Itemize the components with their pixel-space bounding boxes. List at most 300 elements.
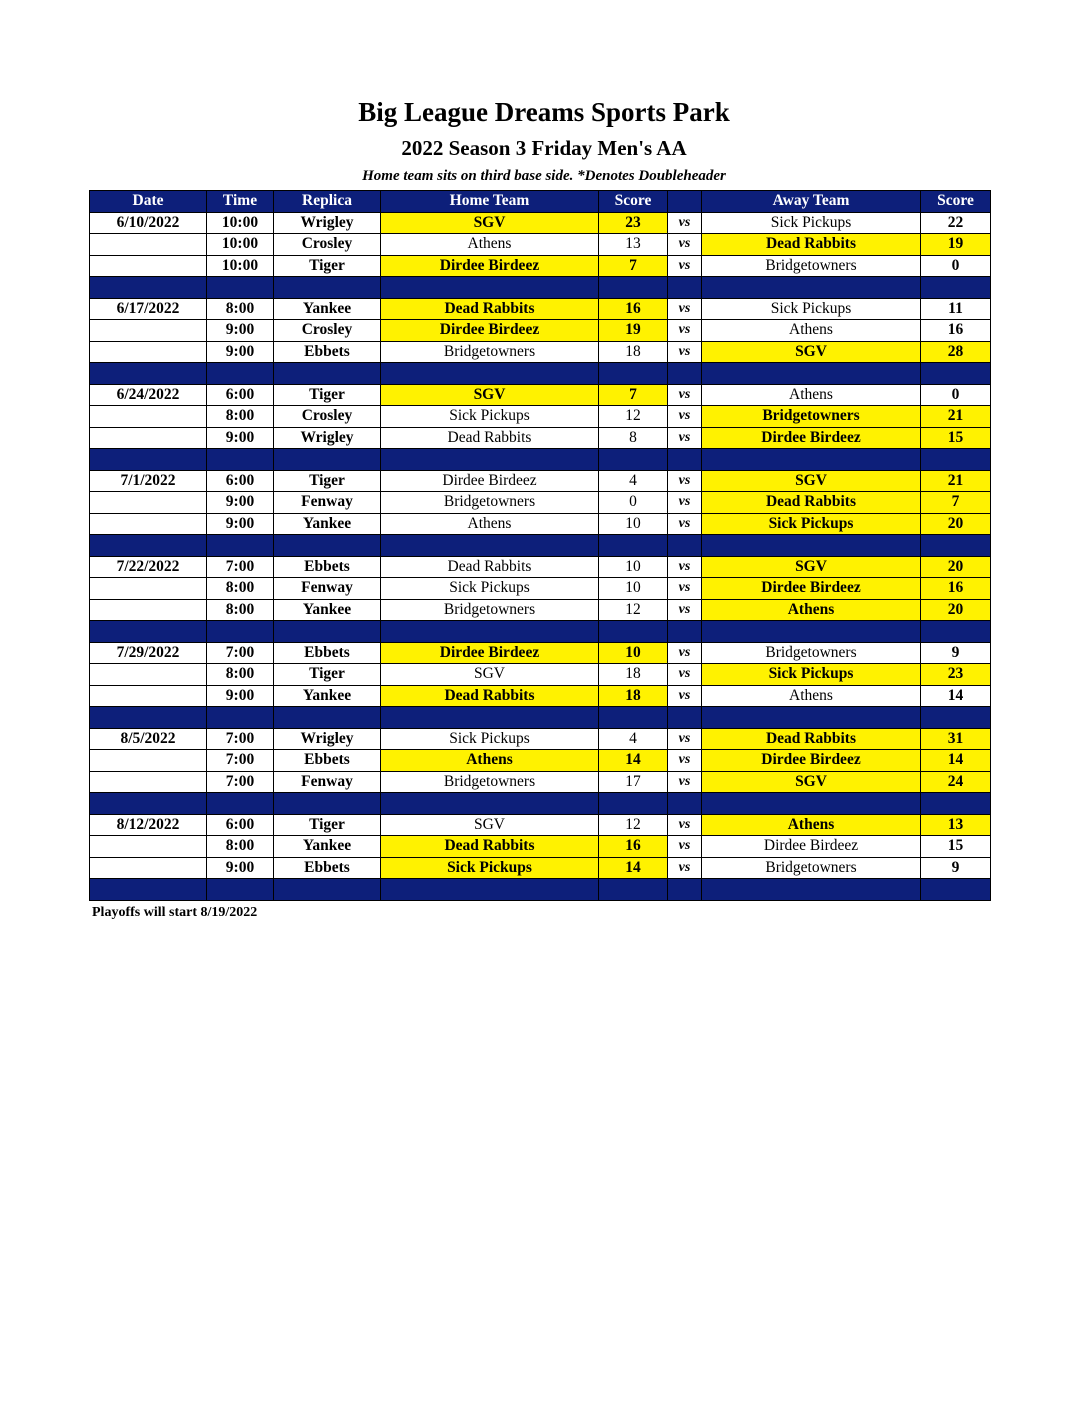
home-team: Bridgetowners — [381, 771, 599, 793]
game-row — [90, 771, 991, 793]
game-date — [90, 599, 207, 621]
game-row — [90, 750, 991, 772]
game-replica: Tiger — [274, 664, 381, 686]
vs-label: vs — [668, 685, 702, 707]
vs-label: vs — [668, 771, 702, 793]
game-replica: Yankee — [274, 685, 381, 707]
game-time: 7:00 — [207, 771, 274, 793]
separator-cell — [921, 449, 991, 471]
away-team: Dirdee Birdeez — [702, 750, 921, 772]
game-time: 7:00 — [207, 750, 274, 772]
separator-cell — [90, 277, 207, 299]
home-team: Bridgetowners — [381, 341, 599, 363]
game-time: 9:00 — [207, 857, 274, 879]
separator-cell — [599, 707, 668, 729]
separator-cell — [702, 879, 921, 901]
game-date: 6/17/2022 — [90, 298, 207, 320]
separator-cell — [702, 449, 921, 471]
game-time: 10:00 — [207, 234, 274, 256]
vs-label: vs — [668, 857, 702, 879]
away-score: 0 — [921, 384, 991, 406]
game-row — [90, 599, 991, 621]
separator-cell — [207, 879, 274, 901]
vs-label: vs — [668, 836, 702, 858]
home-score: 0 — [599, 492, 668, 514]
game-time: 9:00 — [207, 427, 274, 449]
game-replica: Wrigley — [274, 427, 381, 449]
home-team: SGV — [381, 384, 599, 406]
game-date — [90, 427, 207, 449]
home-team: Bridgetowners — [381, 599, 599, 621]
col-header-away-score: Score — [921, 191, 991, 213]
home-team: Bridgetowners — [381, 492, 599, 514]
game-row — [90, 642, 991, 664]
separator-cell — [599, 449, 668, 471]
col-header-time: Time — [207, 191, 274, 213]
game-row — [90, 664, 991, 686]
game-time: 7:00 — [207, 556, 274, 578]
game-replica: Tiger — [274, 384, 381, 406]
away-team: Dirdee Birdeez — [702, 836, 921, 858]
away-team: Bridgetowners — [702, 255, 921, 277]
game-date: 7/22/2022 — [90, 556, 207, 578]
game-row — [90, 513, 991, 535]
page-title: Big League Dreams Sports Park — [358, 97, 730, 127]
home-team: Dead Rabbits — [381, 427, 599, 449]
separator-cell — [207, 707, 274, 729]
separator-cell — [668, 879, 702, 901]
game-date: 6/24/2022 — [90, 384, 207, 406]
away-team: Sick Pickups — [702, 298, 921, 320]
vs-label: vs — [668, 427, 702, 449]
separator-cell — [668, 621, 702, 643]
week-separator — [90, 621, 991, 643]
game-replica: Fenway — [274, 492, 381, 514]
home-team: Sick Pickups — [381, 406, 599, 428]
separator-cell — [381, 707, 599, 729]
away-team: Dirdee Birdeez — [702, 427, 921, 449]
away-score: 15 — [921, 427, 991, 449]
game-replica: Wrigley — [274, 212, 381, 234]
away-team: Bridgetowners — [702, 406, 921, 428]
separator-cell — [702, 707, 921, 729]
game-date: 6/10/2022 — [90, 212, 207, 234]
separator-cell — [274, 449, 381, 471]
home-team: Dirdee Birdeez — [381, 320, 599, 342]
away-score: 13 — [921, 814, 991, 836]
separator-cell — [599, 621, 668, 643]
separator-cell — [668, 277, 702, 299]
home-score: 18 — [599, 341, 668, 363]
game-replica: Yankee — [274, 298, 381, 320]
separator-cell — [599, 793, 668, 815]
away-team: SGV — [702, 470, 921, 492]
separator-cell — [207, 277, 274, 299]
separator-cell — [668, 535, 702, 557]
game-replica: Yankee — [274, 599, 381, 621]
game-replica: Ebbets — [274, 556, 381, 578]
week-separator — [90, 449, 991, 471]
home-score: 13 — [599, 234, 668, 256]
separator-cell — [702, 363, 921, 385]
home-team: SGV — [381, 814, 599, 836]
separator-cell — [90, 449, 207, 471]
away-team: Athens — [702, 685, 921, 707]
away-team: SGV — [702, 341, 921, 363]
separator-cell — [921, 707, 991, 729]
separator-cell — [668, 449, 702, 471]
game-date — [90, 857, 207, 879]
game-replica: Crosley — [274, 234, 381, 256]
away-score: 7 — [921, 492, 991, 514]
game-row — [90, 578, 991, 600]
game-row — [90, 255, 991, 277]
game-replica: Ebbets — [274, 341, 381, 363]
game-time: 8:00 — [207, 664, 274, 686]
home-team: Dead Rabbits — [381, 556, 599, 578]
col-header-replica: Replica — [274, 191, 381, 213]
away-score: 22 — [921, 212, 991, 234]
home-team: Dirdee Birdeez — [381, 642, 599, 664]
schedule-note: Home team sits on third base side. *Denotes Doubleheader — [362, 168, 726, 184]
away-score: 20 — [921, 556, 991, 578]
vs-label: vs — [668, 470, 702, 492]
separator-cell — [207, 535, 274, 557]
game-date — [90, 685, 207, 707]
vs-label: vs — [668, 406, 702, 428]
away-team: Sick Pickups — [702, 664, 921, 686]
away-score: 28 — [921, 341, 991, 363]
game-time: 7:00 — [207, 728, 274, 750]
game-date — [90, 513, 207, 535]
away-score: 21 — [921, 406, 991, 428]
vs-label: vs — [668, 234, 702, 256]
game-time: 9:00 — [207, 685, 274, 707]
game-replica: Yankee — [274, 513, 381, 535]
home-score: 10 — [599, 513, 668, 535]
game-replica: Fenway — [274, 578, 381, 600]
vs-label: vs — [668, 492, 702, 514]
separator-cell — [274, 707, 381, 729]
away-team: Dead Rabbits — [702, 492, 921, 514]
vs-label: vs — [668, 642, 702, 664]
home-score: 16 — [599, 298, 668, 320]
week-separator — [90, 535, 991, 557]
home-team: SGV — [381, 212, 599, 234]
home-score: 14 — [599, 750, 668, 772]
separator-cell — [921, 363, 991, 385]
separator-cell — [599, 535, 668, 557]
game-time: 8:00 — [207, 298, 274, 320]
col-header-home-score: Score — [599, 191, 668, 213]
vs-label: vs — [668, 578, 702, 600]
separator-cell — [90, 363, 207, 385]
vs-label: vs — [668, 599, 702, 621]
game-time: 8:00 — [207, 578, 274, 600]
away-score: 16 — [921, 320, 991, 342]
game-date — [90, 750, 207, 772]
away-team: SGV — [702, 556, 921, 578]
game-date — [90, 255, 207, 277]
game-time: 6:00 — [207, 470, 274, 492]
vs-label: vs — [668, 750, 702, 772]
week-separator — [90, 793, 991, 815]
game-date — [90, 341, 207, 363]
home-team: Sick Pickups — [381, 728, 599, 750]
col-header-home-team: Home Team — [381, 191, 599, 213]
home-team: Athens — [381, 234, 599, 256]
vs-label: vs — [668, 320, 702, 342]
game-replica: Ebbets — [274, 642, 381, 664]
game-replica: Yankee — [274, 836, 381, 858]
game-date — [90, 406, 207, 428]
home-team: Sick Pickups — [381, 857, 599, 879]
game-time: 10:00 — [207, 255, 274, 277]
home-score: 16 — [599, 836, 668, 858]
separator-cell — [381, 449, 599, 471]
separator-cell — [207, 363, 274, 385]
separator-cell — [90, 621, 207, 643]
away-score: 31 — [921, 728, 991, 750]
vs-label: vs — [668, 255, 702, 277]
game-date: 8/5/2022 — [90, 728, 207, 750]
col-header-date: Date — [90, 191, 207, 213]
away-score: 11 — [921, 298, 991, 320]
home-team: Dead Rabbits — [381, 836, 599, 858]
game-time: 9:00 — [207, 513, 274, 535]
game-time: 9:00 — [207, 341, 274, 363]
game-row — [90, 406, 991, 428]
separator-cell — [90, 793, 207, 815]
home-score: 12 — [599, 406, 668, 428]
game-row — [90, 234, 991, 256]
vs-label: vs — [668, 814, 702, 836]
home-team: Athens — [381, 750, 599, 772]
game-date — [90, 320, 207, 342]
game-time: 8:00 — [207, 599, 274, 621]
home-score: 7 — [599, 384, 668, 406]
home-score: 12 — [599, 599, 668, 621]
away-team: Dead Rabbits — [702, 234, 921, 256]
separator-cell — [668, 793, 702, 815]
home-team: Dirdee Birdeez — [381, 470, 599, 492]
separator-cell — [274, 621, 381, 643]
game-replica: Ebbets — [274, 857, 381, 879]
game-row — [90, 320, 991, 342]
separator-cell — [207, 793, 274, 815]
separator-cell — [381, 277, 599, 299]
home-score: 18 — [599, 685, 668, 707]
away-score: 0 — [921, 255, 991, 277]
game-date — [90, 578, 207, 600]
separator-cell — [90, 535, 207, 557]
away-team: Sick Pickups — [702, 212, 921, 234]
home-score: 10 — [599, 578, 668, 600]
separator-cell — [921, 535, 991, 557]
home-team: Dirdee Birdeez — [381, 255, 599, 277]
home-team: Sick Pickups — [381, 578, 599, 600]
game-row — [90, 685, 991, 707]
game-time: 10:00 — [207, 212, 274, 234]
game-replica: Fenway — [274, 771, 381, 793]
game-time: 6:00 — [207, 814, 274, 836]
away-score: 15 — [921, 836, 991, 858]
game-time: 7:00 — [207, 642, 274, 664]
game-row — [90, 384, 991, 406]
separator-cell — [381, 621, 599, 643]
home-team: SGV — [381, 664, 599, 686]
game-date — [90, 771, 207, 793]
away-team: Bridgetowners — [702, 642, 921, 664]
home-score: 18 — [599, 664, 668, 686]
away-score: 24 — [921, 771, 991, 793]
home-score: 14 — [599, 857, 668, 879]
game-row — [90, 427, 991, 449]
vs-label: vs — [668, 664, 702, 686]
game-row — [90, 728, 991, 750]
away-score: 14 — [921, 685, 991, 707]
game-time: 8:00 — [207, 836, 274, 858]
home-team: Athens — [381, 513, 599, 535]
away-team: Athens — [702, 320, 921, 342]
home-score: 4 — [599, 470, 668, 492]
page-subtitle: 2022 Season 3 Friday Men's AA — [401, 136, 687, 160]
game-replica: Crosley — [274, 320, 381, 342]
game-row — [90, 470, 991, 492]
game-date — [90, 664, 207, 686]
separator-cell — [921, 879, 991, 901]
away-team: Athens — [702, 599, 921, 621]
game-replica: Wrigley — [274, 728, 381, 750]
away-score: 21 — [921, 470, 991, 492]
vs-label: vs — [668, 341, 702, 363]
away-team: SGV — [702, 771, 921, 793]
home-score: 19 — [599, 320, 668, 342]
game-replica: Ebbets — [274, 750, 381, 772]
game-row — [90, 212, 991, 234]
separator-cell — [381, 535, 599, 557]
game-replica: Crosley — [274, 406, 381, 428]
game-date — [90, 492, 207, 514]
game-row — [90, 341, 991, 363]
separator-cell — [381, 793, 599, 815]
col-header-vs — [668, 191, 702, 213]
away-team: Athens — [702, 814, 921, 836]
away-score: 9 — [921, 642, 991, 664]
separator-cell — [921, 793, 991, 815]
separator-cell — [274, 879, 381, 901]
vs-label: vs — [668, 212, 702, 234]
home-score: 8 — [599, 427, 668, 449]
vs-label: vs — [668, 513, 702, 535]
separator-cell — [599, 277, 668, 299]
separator-cell — [599, 363, 668, 385]
week-separator — [90, 879, 991, 901]
game-time: 6:00 — [207, 384, 274, 406]
week-separator — [90, 277, 991, 299]
away-score: 23 — [921, 664, 991, 686]
game-date — [90, 836, 207, 858]
away-score: 16 — [921, 578, 991, 600]
separator-cell — [90, 879, 207, 901]
away-score: 9 — [921, 857, 991, 879]
separator-cell — [702, 277, 921, 299]
header-row — [90, 191, 991, 213]
separator-cell — [668, 363, 702, 385]
separator-cell — [702, 621, 921, 643]
home-score: 10 — [599, 556, 668, 578]
away-score: 20 — [921, 599, 991, 621]
game-date — [90, 234, 207, 256]
game-time: 9:00 — [207, 320, 274, 342]
schedule-body — [90, 212, 991, 900]
col-header-away-team: Away Team — [702, 191, 921, 213]
vs-label: vs — [668, 728, 702, 750]
game-time: 9:00 — [207, 492, 274, 514]
separator-cell — [274, 535, 381, 557]
separator-cell — [207, 621, 274, 643]
separator-cell — [668, 707, 702, 729]
separator-cell — [90, 707, 207, 729]
separator-cell — [702, 535, 921, 557]
home-score: 23 — [599, 212, 668, 234]
away-score: 19 — [921, 234, 991, 256]
week-separator — [90, 363, 991, 385]
separator-cell — [921, 277, 991, 299]
home-score: 17 — [599, 771, 668, 793]
away-team: Sick Pickups — [702, 513, 921, 535]
game-replica: Tiger — [274, 255, 381, 277]
away-score: 20 — [921, 513, 991, 535]
away-team: Dirdee Birdeez — [702, 578, 921, 600]
game-date: 8/12/2022 — [90, 814, 207, 836]
away-team: Athens — [702, 384, 921, 406]
vs-label: vs — [668, 556, 702, 578]
vs-label: vs — [668, 384, 702, 406]
away-team: Dead Rabbits — [702, 728, 921, 750]
vs-label: vs — [668, 298, 702, 320]
game-row — [90, 492, 991, 514]
separator-cell — [599, 879, 668, 901]
separator-cell — [274, 793, 381, 815]
home-score: 12 — [599, 814, 668, 836]
week-separator — [90, 707, 991, 729]
separator-cell — [207, 449, 274, 471]
home-score: 10 — [599, 642, 668, 664]
game-replica: Tiger — [274, 814, 381, 836]
separator-cell — [921, 621, 991, 643]
game-time: 8:00 — [207, 406, 274, 428]
game-row — [90, 556, 991, 578]
game-replica: Tiger — [274, 470, 381, 492]
game-date: 7/1/2022 — [90, 470, 207, 492]
schedule-table — [89, 190, 991, 901]
separator-cell — [381, 363, 599, 385]
home-team: Dead Rabbits — [381, 298, 599, 320]
game-row — [90, 814, 991, 836]
separator-cell — [274, 363, 381, 385]
away-score: 14 — [921, 750, 991, 772]
game-date: 7/29/2022 — [90, 642, 207, 664]
separator-cell — [702, 793, 921, 815]
separator-cell — [274, 277, 381, 299]
home-score: 4 — [599, 728, 668, 750]
away-team: Bridgetowners — [702, 857, 921, 879]
playoffs-note: Playoffs will start 8/19/2022 — [92, 905, 258, 920]
game-row — [90, 836, 991, 858]
game-row — [90, 298, 991, 320]
home-team: Dead Rabbits — [381, 685, 599, 707]
